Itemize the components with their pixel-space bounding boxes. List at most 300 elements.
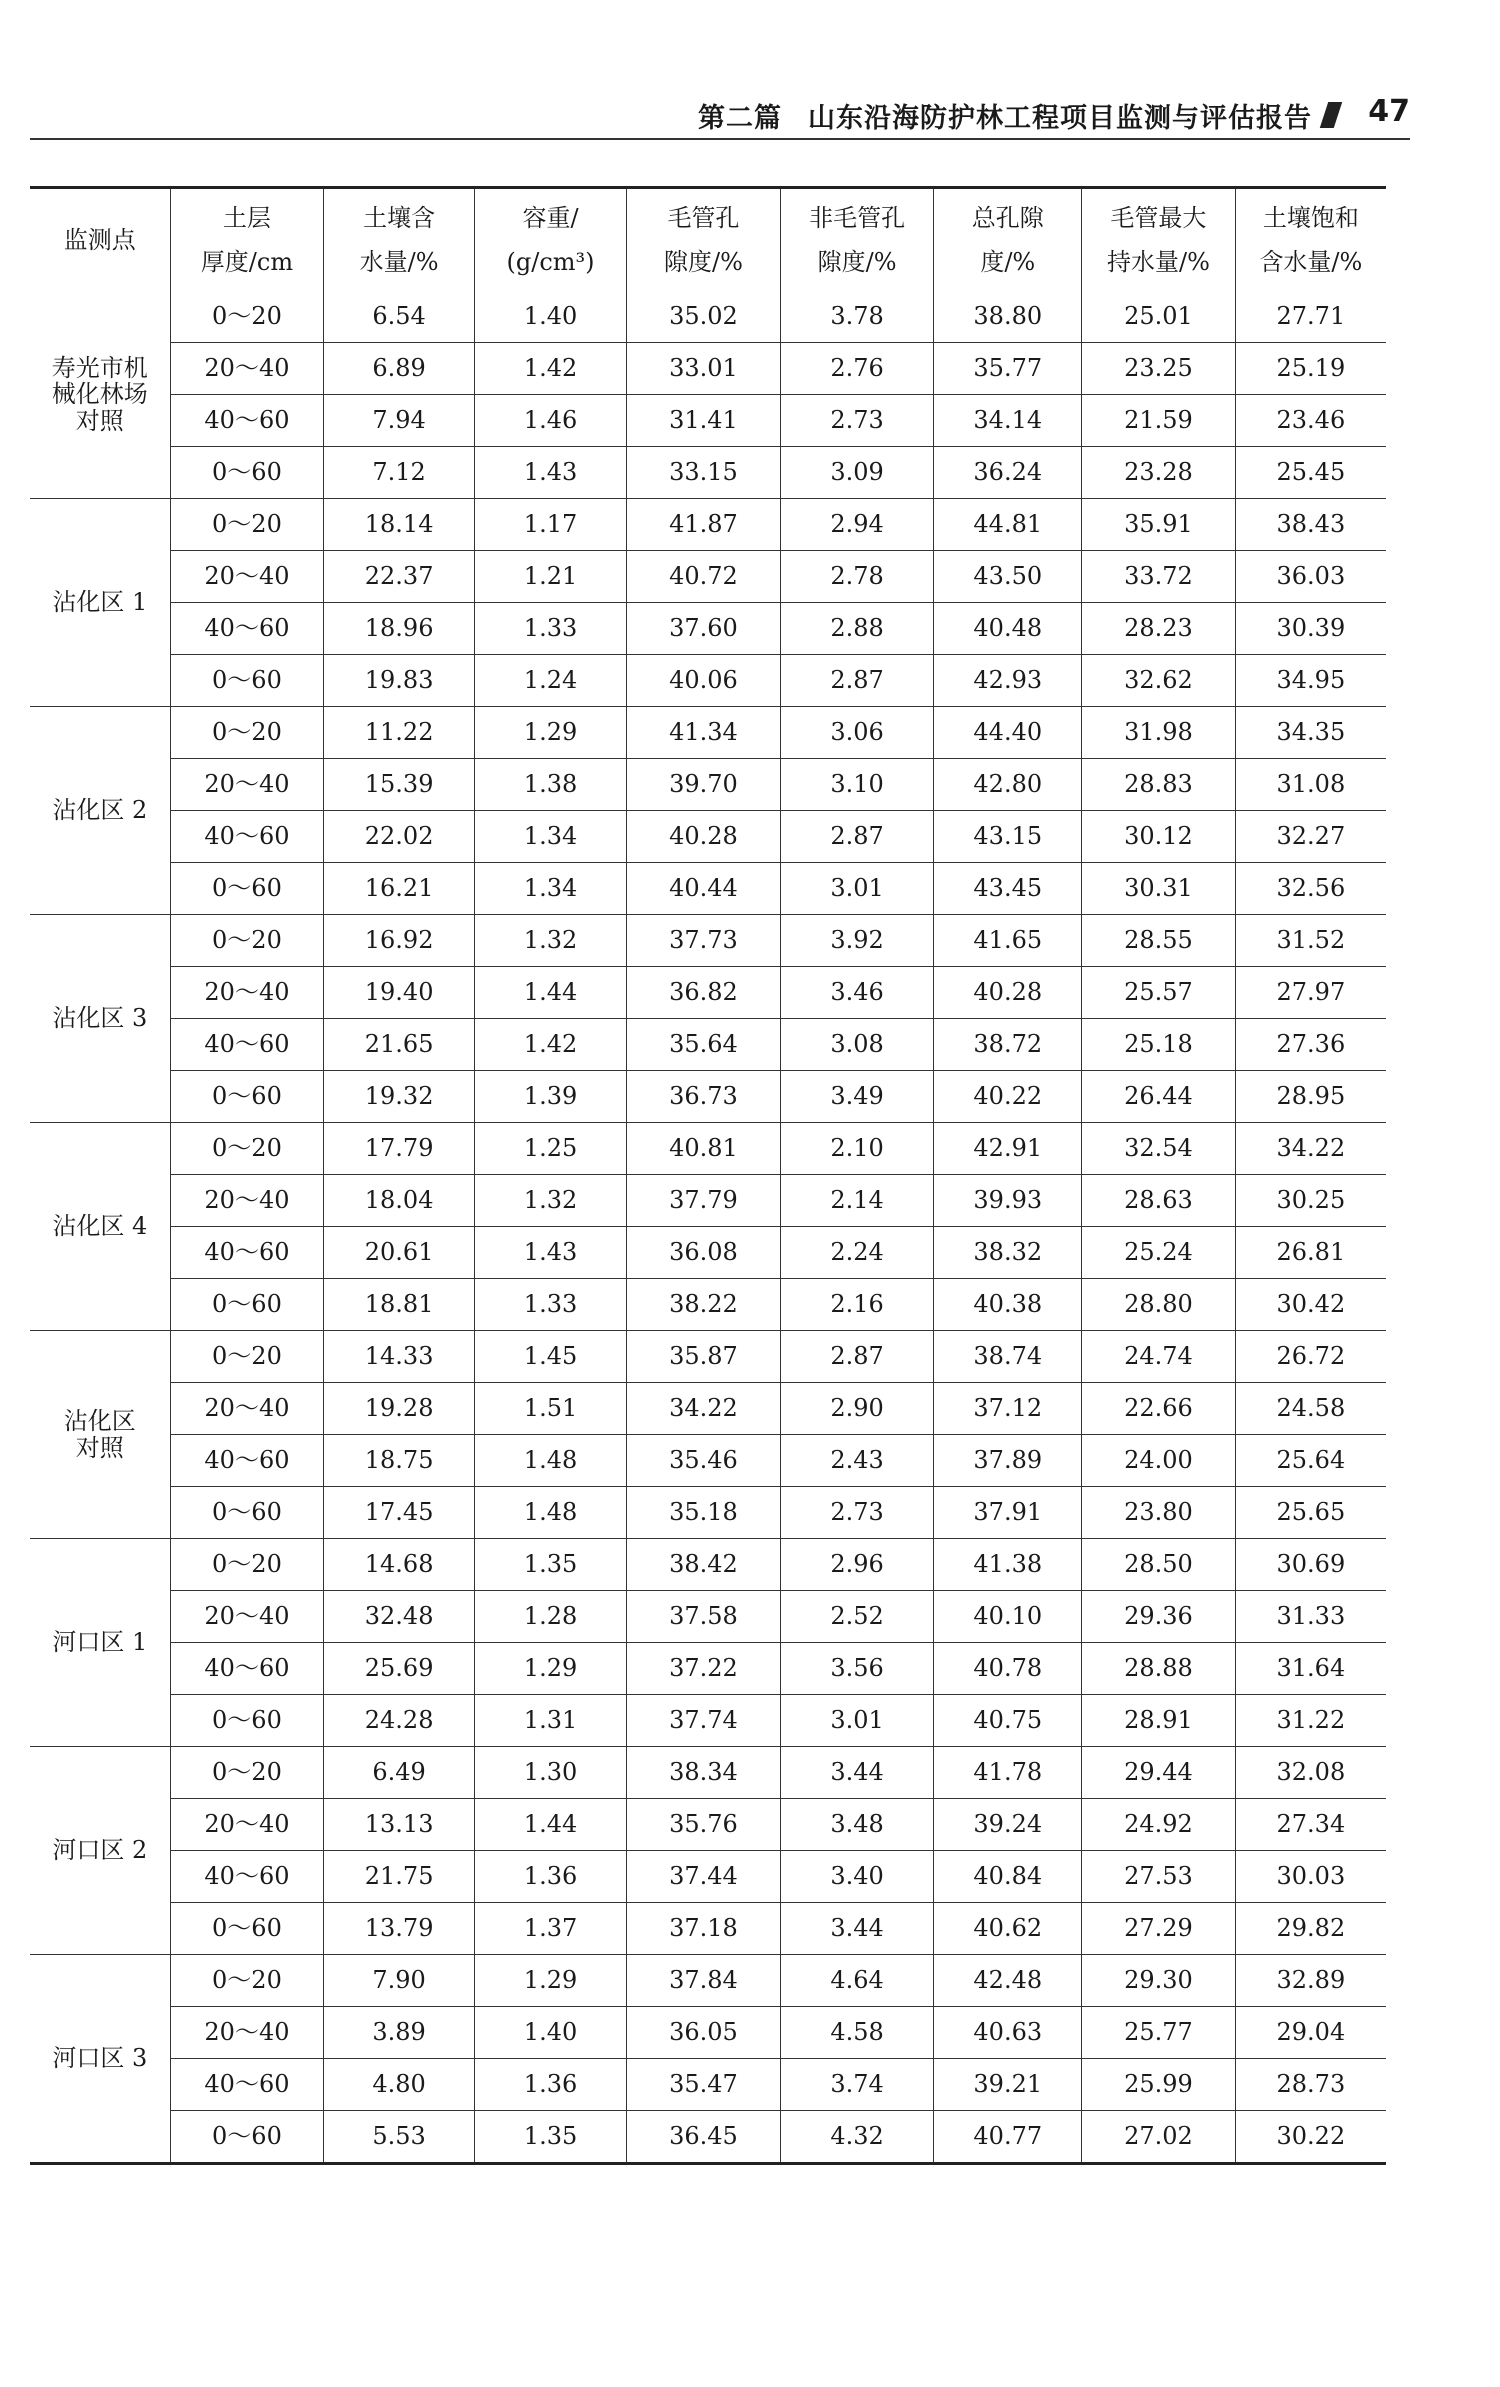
value-cell: 34.22	[627, 1383, 781, 1435]
column-header-line: 非毛管孔	[809, 204, 906, 232]
depth-cell: 20～40	[170, 1591, 324, 1643]
value-cell: 14.33	[324, 1331, 475, 1383]
value-cell: 36.08	[627, 1227, 781, 1279]
value-cell: 21.59	[1082, 395, 1236, 447]
value-cell: 40.38	[934, 1279, 1082, 1331]
table-row	[30, 395, 1386, 447]
value-cell: 26.72	[1235, 1331, 1386, 1383]
column-header	[934, 188, 1082, 292]
value-cell: 19.40	[324, 967, 475, 1019]
value-cell: 2.76	[780, 343, 934, 395]
value-cell: 35.46	[627, 1435, 781, 1487]
depth-cell: 40～60	[170, 1227, 324, 1279]
value-cell: 1.25	[474, 1123, 626, 1175]
table-row	[30, 1227, 1386, 1279]
value-cell: 31.52	[1235, 915, 1386, 967]
site-cell	[30, 1747, 170, 1955]
table-header	[30, 188, 1386, 292]
column-header	[170, 188, 324, 292]
table-row	[30, 759, 1386, 811]
value-cell: 1.32	[474, 1175, 626, 1227]
value-cell: 17.79	[324, 1123, 475, 1175]
value-cell: 39.24	[934, 1799, 1082, 1851]
depth-cell: 0～60	[170, 1903, 324, 1955]
value-cell: 17.45	[324, 1487, 475, 1539]
value-cell: 7.12	[324, 447, 475, 499]
table-row	[30, 1643, 1386, 1695]
value-cell: 36.73	[627, 1071, 781, 1123]
value-cell: 25.65	[1235, 1487, 1386, 1539]
value-cell: 1.42	[474, 343, 626, 395]
value-cell: 18.75	[324, 1435, 475, 1487]
depth-cell: 20～40	[170, 551, 324, 603]
value-cell: 1.29	[474, 707, 626, 759]
table-row	[30, 291, 1386, 343]
value-cell: 41.78	[934, 1747, 1082, 1799]
value-cell: 2.78	[780, 551, 934, 603]
depth-cell: 0～20	[170, 1955, 324, 2007]
column-header	[1235, 188, 1386, 292]
value-cell: 28.91	[1082, 1695, 1236, 1747]
value-cell: 44.40	[934, 707, 1082, 759]
value-cell: 38.42	[627, 1539, 781, 1591]
value-cell: 1.36	[474, 1851, 626, 1903]
value-cell: 28.83	[1082, 759, 1236, 811]
value-cell: 6.89	[324, 343, 475, 395]
table-row	[30, 1071, 1386, 1123]
value-cell: 38.80	[934, 291, 1082, 343]
value-cell: 25.99	[1082, 2059, 1236, 2111]
column-header-line: 毛管最大	[1110, 204, 1207, 232]
value-cell: 32.89	[1235, 1955, 1386, 2007]
column-header-line: 水量/%	[359, 248, 439, 276]
value-cell: 28.80	[1082, 1279, 1236, 1331]
site-name-line: 沾化区 1	[52, 588, 148, 617]
value-cell: 30.03	[1235, 1851, 1386, 1903]
value-cell: 1.45	[474, 1331, 626, 1383]
site-name-line: 河口区 1	[52, 1628, 148, 1657]
value-cell: 27.34	[1235, 1799, 1386, 1851]
value-cell: 19.83	[324, 655, 475, 707]
value-cell: 2.73	[780, 1487, 934, 1539]
value-cell: 28.23	[1082, 603, 1236, 655]
value-cell: 2.52	[780, 1591, 934, 1643]
value-cell: 2.96	[780, 1539, 934, 1591]
value-cell: 2.73	[780, 395, 934, 447]
value-cell: 2.14	[780, 1175, 934, 1227]
value-cell: 24.28	[324, 1695, 475, 1747]
value-cell: 31.08	[1235, 759, 1386, 811]
value-cell: 43.50	[934, 551, 1082, 603]
column-header-line: 持水量/%	[1106, 248, 1210, 276]
table-row	[30, 1591, 1386, 1643]
value-cell: 25.45	[1235, 447, 1386, 499]
table-row	[30, 2007, 1386, 2059]
value-cell: 32.62	[1082, 655, 1236, 707]
value-cell: 32.27	[1235, 811, 1386, 863]
header-title	[698, 96, 1312, 135]
value-cell: 3.48	[780, 1799, 934, 1851]
depth-cell: 0～60	[170, 1487, 324, 1539]
value-cell: 38.34	[627, 1747, 781, 1799]
value-cell: 35.91	[1082, 499, 1236, 551]
table-row	[30, 1279, 1386, 1331]
table-row	[30, 1539, 1386, 1591]
site-name-line: 械化林场	[51, 380, 148, 409]
value-cell: 41.34	[627, 707, 781, 759]
depth-cell: 0～60	[170, 447, 324, 499]
value-cell: 37.73	[627, 915, 781, 967]
value-cell: 39.93	[934, 1175, 1082, 1227]
site-name-line: 沾化区 4	[52, 1212, 148, 1241]
value-cell: 3.40	[780, 1851, 934, 1903]
depth-cell: 20～40	[170, 759, 324, 811]
value-cell: 37.18	[627, 1903, 781, 1955]
value-cell: 32.56	[1235, 863, 1386, 915]
table-body	[30, 291, 1386, 2164]
column-header-line: 监测点	[63, 226, 136, 254]
value-cell: 37.58	[627, 1591, 781, 1643]
value-cell: 40.75	[934, 1695, 1082, 1747]
value-cell: 1.37	[474, 1903, 626, 1955]
value-cell: 35.18	[627, 1487, 781, 1539]
table-row	[30, 1175, 1386, 1227]
value-cell: 19.32	[324, 1071, 475, 1123]
value-cell: 28.88	[1082, 1643, 1236, 1695]
header-book-title: 山东沿海防护林工程项目监测与评估报告	[808, 103, 1312, 134]
value-cell: 27.29	[1082, 1903, 1236, 1955]
value-cell: 2.16	[780, 1279, 934, 1331]
value-cell: 37.60	[627, 603, 781, 655]
table-row	[30, 707, 1386, 759]
table-row	[30, 1695, 1386, 1747]
value-cell: 1.21	[474, 551, 626, 603]
value-cell: 25.01	[1082, 291, 1236, 343]
value-cell: 2.87	[780, 811, 934, 863]
site-name-line: 寿光市机	[51, 353, 148, 382]
table-row	[30, 1331, 1386, 1383]
value-cell: 25.24	[1082, 1227, 1236, 1279]
value-cell: 7.90	[324, 1955, 475, 2007]
value-cell: 35.64	[627, 1019, 781, 1071]
value-cell: 40.77	[934, 2111, 1082, 2164]
column-header-line: 总孔隙	[971, 204, 1044, 232]
depth-cell: 0～60	[170, 1071, 324, 1123]
value-cell: 19.28	[324, 1383, 475, 1435]
value-cell: 44.81	[934, 499, 1082, 551]
value-cell: 22.02	[324, 811, 475, 863]
value-cell: 1.51	[474, 1383, 626, 1435]
value-cell: 1.44	[474, 967, 626, 1019]
value-cell: 35.76	[627, 1799, 781, 1851]
value-cell: 31.22	[1235, 1695, 1386, 1747]
value-cell: 2.90	[780, 1383, 934, 1435]
value-cell: 26.81	[1235, 1227, 1386, 1279]
depth-cell: 0～20	[170, 1331, 324, 1383]
depth-cell: 0～60	[170, 863, 324, 915]
column-header-line: 隙度/%	[817, 248, 897, 276]
column-header	[324, 188, 475, 292]
value-cell: 33.01	[627, 343, 781, 395]
depth-cell: 0～60	[170, 1695, 324, 1747]
value-cell: 42.91	[934, 1123, 1082, 1175]
table-row	[30, 915, 1386, 967]
depth-cell: 40～60	[170, 395, 324, 447]
value-cell: 36.24	[934, 447, 1082, 499]
value-cell: 38.72	[934, 1019, 1082, 1071]
value-cell: 31.98	[1082, 707, 1236, 759]
value-cell: 38.43	[1235, 499, 1386, 551]
site-name-line: 沾化区	[63, 1407, 136, 1436]
value-cell: 38.74	[934, 1331, 1082, 1383]
value-cell: 28.50	[1082, 1539, 1236, 1591]
value-cell: 6.54	[324, 291, 475, 343]
value-cell: 1.24	[474, 655, 626, 707]
value-cell: 37.44	[627, 1851, 781, 1903]
table-row	[30, 1851, 1386, 1903]
value-cell: 3.44	[780, 1903, 934, 1955]
value-cell: 37.79	[627, 1175, 781, 1227]
value-cell: 34.95	[1235, 655, 1386, 707]
value-cell: 13.13	[324, 1799, 475, 1851]
value-cell: 25.69	[324, 1643, 475, 1695]
value-cell: 24.92	[1082, 1799, 1236, 1851]
value-cell: 4.80	[324, 2059, 475, 2111]
value-cell: 28.95	[1235, 1071, 1386, 1123]
value-cell: 29.30	[1082, 1955, 1236, 2007]
value-cell: 35.47	[627, 2059, 781, 2111]
value-cell: 21.65	[324, 1019, 475, 1071]
depth-cell: 40～60	[170, 1851, 324, 1903]
column-header	[474, 188, 626, 292]
value-cell: 16.92	[324, 915, 475, 967]
value-cell: 40.28	[627, 811, 781, 863]
value-cell: 24.58	[1235, 1383, 1386, 1435]
value-cell: 25.19	[1235, 343, 1386, 395]
value-cell: 25.18	[1082, 1019, 1236, 1071]
value-cell: 37.91	[934, 1487, 1082, 1539]
column-header-line: 容重/	[522, 204, 579, 232]
value-cell: 39.21	[934, 2059, 1082, 2111]
running-header	[30, 92, 1410, 140]
column-header-line: 毛管孔	[667, 204, 740, 232]
depth-cell: 40～60	[170, 2059, 324, 2111]
table-row	[30, 499, 1386, 551]
value-cell: 3.10	[780, 759, 934, 811]
value-cell: 24.74	[1082, 1331, 1236, 1383]
value-cell: 21.75	[324, 1851, 475, 1903]
value-cell: 1.42	[474, 1019, 626, 1071]
value-cell: 39.70	[627, 759, 781, 811]
column-header-line: 度/%	[980, 248, 1036, 276]
depth-cell: 40～60	[170, 811, 324, 863]
value-cell: 37.22	[627, 1643, 781, 1695]
column-header-line: 含水量/%	[1259, 248, 1363, 276]
value-cell: 3.89	[324, 2007, 475, 2059]
value-cell: 42.48	[934, 1955, 1082, 2007]
site-name-line: 河口区 2	[52, 1836, 148, 1865]
value-cell: 22.37	[324, 551, 475, 603]
value-cell: 23.25	[1082, 343, 1236, 395]
value-cell: 27.53	[1082, 1851, 1236, 1903]
table-row	[30, 1799, 1386, 1851]
value-cell: 25.64	[1235, 1435, 1386, 1487]
value-cell: 1.38	[474, 759, 626, 811]
column-header-line: 厚度/cm	[200, 248, 294, 276]
value-cell: 32.54	[1082, 1123, 1236, 1175]
value-cell: 43.15	[934, 811, 1082, 863]
value-cell: 30.12	[1082, 811, 1236, 863]
value-cell: 40.44	[627, 863, 781, 915]
value-cell: 3.92	[780, 915, 934, 967]
value-cell: 1.39	[474, 1071, 626, 1123]
table-row	[30, 811, 1386, 863]
value-cell: 40.72	[627, 551, 781, 603]
site-name-line: 沾化区 3	[52, 1004, 148, 1033]
table-row	[30, 447, 1386, 499]
value-cell: 18.96	[324, 603, 475, 655]
depth-cell: 20～40	[170, 1799, 324, 1851]
value-cell: 30.22	[1235, 2111, 1386, 2164]
value-cell: 40.63	[934, 2007, 1082, 2059]
value-cell: 18.04	[324, 1175, 475, 1227]
column-header-line: 土壤含	[363, 204, 436, 232]
value-cell: 7.94	[324, 395, 475, 447]
column-header-line: 隙度/%	[664, 248, 743, 276]
value-cell: 3.49	[780, 1071, 934, 1123]
value-cell: 26.44	[1082, 1071, 1236, 1123]
value-cell: 30.42	[1235, 1279, 1386, 1331]
column-header-line: (g/cm³)	[506, 248, 595, 276]
value-cell: 41.65	[934, 915, 1082, 967]
value-cell: 1.43	[474, 1227, 626, 1279]
value-cell: 3.09	[780, 447, 934, 499]
value-cell: 3.44	[780, 1747, 934, 1799]
value-cell: 23.28	[1082, 447, 1236, 499]
depth-cell: 0～20	[170, 1747, 324, 1799]
site-cell	[30, 1955, 170, 2164]
value-cell: 1.29	[474, 1643, 626, 1695]
value-cell: 34.22	[1235, 1123, 1386, 1175]
value-cell: 18.81	[324, 1279, 475, 1331]
value-cell: 1.30	[474, 1747, 626, 1799]
value-cell: 3.08	[780, 1019, 934, 1071]
value-cell: 16.21	[324, 863, 475, 915]
table-row	[30, 343, 1386, 395]
value-cell: 1.48	[474, 1487, 626, 1539]
value-cell: 37.74	[627, 1695, 781, 1747]
header-part: 第二篇	[698, 103, 782, 134]
depth-cell: 20～40	[170, 343, 324, 395]
column-header	[627, 188, 781, 292]
value-cell: 38.22	[627, 1279, 781, 1331]
value-cell: 28.55	[1082, 915, 1236, 967]
depth-cell: 0～60	[170, 2111, 324, 2164]
value-cell: 1.43	[474, 447, 626, 499]
table-row	[30, 551, 1386, 603]
value-cell: 42.80	[934, 759, 1082, 811]
value-cell: 29.82	[1235, 1903, 1386, 1955]
value-cell: 40.10	[934, 1591, 1082, 1643]
depth-cell: 20～40	[170, 2007, 324, 2059]
value-cell: 40.81	[627, 1123, 781, 1175]
value-cell: 40.28	[934, 967, 1082, 1019]
value-cell: 25.77	[1082, 2007, 1236, 2059]
column-header-line: 土层	[222, 204, 271, 232]
site-cell	[30, 1539, 170, 1747]
header-slash-mark	[1320, 102, 1342, 128]
value-cell: 18.14	[324, 499, 475, 551]
value-cell: 42.93	[934, 655, 1082, 707]
value-cell: 37.84	[627, 1955, 781, 2007]
table-row	[30, 1383, 1386, 1435]
value-cell: 30.69	[1235, 1539, 1386, 1591]
value-cell: 4.32	[780, 2111, 934, 2164]
value-cell: 2.24	[780, 1227, 934, 1279]
header-row	[30, 188, 1386, 292]
depth-cell: 0～20	[170, 1123, 324, 1175]
value-cell: 2.88	[780, 603, 934, 655]
table-row	[30, 967, 1386, 1019]
depth-cell: 40～60	[170, 1435, 324, 1487]
depth-cell: 40～60	[170, 603, 324, 655]
value-cell: 1.40	[474, 291, 626, 343]
value-cell: 38.32	[934, 1227, 1082, 1279]
value-cell: 34.14	[934, 395, 1082, 447]
value-cell: 6.49	[324, 1747, 475, 1799]
value-cell: 3.01	[780, 1695, 934, 1747]
value-cell: 1.29	[474, 1955, 626, 2007]
site-name-line: 河口区 3	[52, 2044, 148, 2073]
value-cell: 1.35	[474, 1539, 626, 1591]
value-cell: 27.97	[1235, 967, 1386, 1019]
value-cell: 30.31	[1082, 863, 1236, 915]
value-cell: 2.10	[780, 1123, 934, 1175]
value-cell: 1.33	[474, 603, 626, 655]
value-cell: 1.36	[474, 2059, 626, 2111]
site-cell	[30, 915, 170, 1123]
value-cell: 4.64	[780, 1955, 934, 2007]
column-header	[30, 188, 170, 292]
site-cell	[30, 1331, 170, 1539]
table-row	[30, 1955, 1386, 2007]
value-cell: 40.84	[934, 1851, 1082, 1903]
value-cell: 2.87	[780, 655, 934, 707]
table-row	[30, 1903, 1386, 1955]
value-cell: 13.79	[324, 1903, 475, 1955]
column-header-line: 土壤饱和	[1262, 204, 1359, 232]
value-cell: 1.34	[474, 811, 626, 863]
value-cell: 33.15	[627, 447, 781, 499]
value-cell: 35.77	[934, 343, 1082, 395]
value-cell: 40.48	[934, 603, 1082, 655]
value-cell: 1.44	[474, 1799, 626, 1851]
value-cell: 37.12	[934, 1383, 1082, 1435]
table-row	[30, 863, 1386, 915]
value-cell: 3.56	[780, 1643, 934, 1695]
value-cell: 24.00	[1082, 1435, 1236, 1487]
table-row	[30, 1123, 1386, 1175]
value-cell: 40.62	[934, 1903, 1082, 1955]
value-cell: 29.04	[1235, 2007, 1386, 2059]
soil-properties-table	[30, 186, 1386, 2165]
column-header	[1082, 188, 1236, 292]
value-cell: 34.35	[1235, 707, 1386, 759]
value-cell: 23.46	[1235, 395, 1386, 447]
value-cell: 1.17	[474, 499, 626, 551]
value-cell: 14.68	[324, 1539, 475, 1591]
depth-cell: 0～60	[170, 655, 324, 707]
